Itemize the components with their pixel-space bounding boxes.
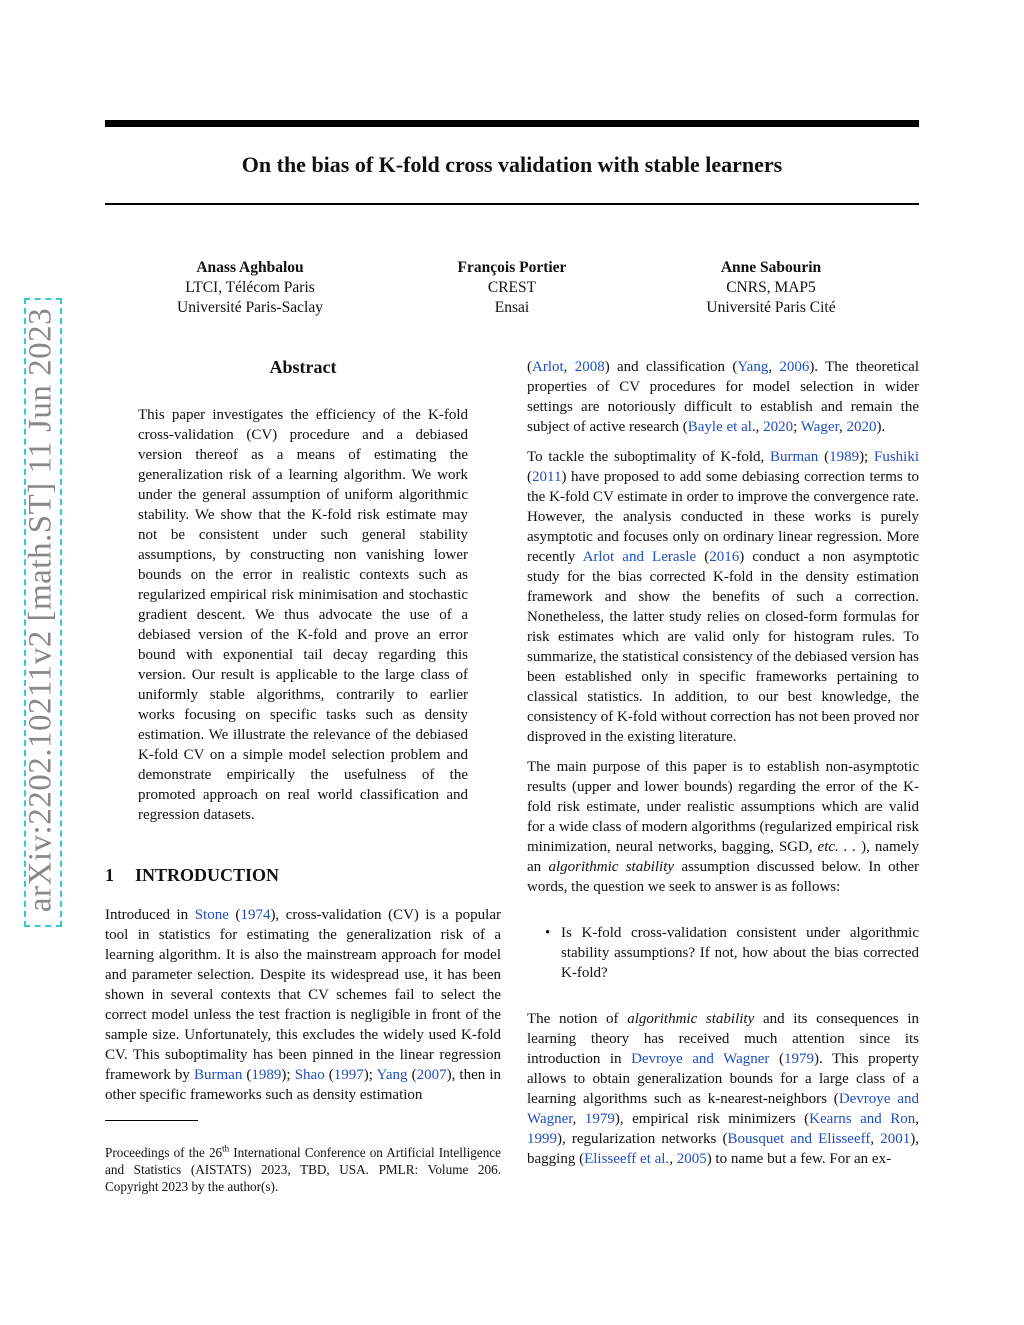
author-name: Anass Aghbalou: [196, 259, 304, 276]
citation-link[interactable]: Yang: [376, 1067, 408, 1083]
text-span: ,: [838, 419, 847, 435]
abstract-text: This paper investigates the efficiency of the K-fold cross-validation (CV) procedure and a debiased version thereof as a means of estimating the generalization risk of a learning algorithm. We work under the general assumption of uniform algorithmic stability. We show that the K-fold risk estimate may not be consistent under such general stability assumptions, by constructing non vanishing lower bounds on the error in realistic contexts such as regularized empirical risk minimisation and stochastic gradient descent. We thus advocate the use of a debiased version of the K-fold and prove an error bound with exponential tail decay regarding this version. Our result is applicable to the large class of uniformly stable algorithms, contrarily to earlier works focusing on specific tasks such as density estimation. We illustrate the relevance of the debiased K-fold CV on a simple model selection problem and demonstrate empirically the usefulness of the promoted approach on real world classification and regression datasets.: [138, 407, 468, 823]
text-span: (: [407, 1067, 417, 1083]
text-span: ;: [793, 419, 801, 435]
text-span: (: [228, 907, 241, 923]
text-span: ,: [870, 1131, 881, 1147]
citation-link[interactable]: Burman: [769, 449, 819, 465]
text-span: (: [769, 1051, 784, 1067]
text-span: ) have proposed to add some debiasing correction terms to the K-fold CV estimate in order to improve the convergence rate. However, the analysis conducted in these works is purely asymptotic and focuses only on ordinary linear regression. More recently: [527, 469, 919, 565]
citation-link[interactable]: Burman: [194, 1067, 243, 1083]
author-affiliation: Université Paris-Saclay: [177, 299, 323, 316]
author-3: [641, 258, 901, 318]
section-title: INTRODUCTION: [135, 865, 280, 885]
author-block: [105, 258, 919, 328]
citation-link[interactable]: 2007: [416, 1067, 447, 1083]
text-span: ), namely an: [527, 839, 919, 875]
left-column: [105, 350, 501, 1195]
author-name: Anne Sabourin: [720, 259, 822, 276]
text-span: Introduced in: [105, 907, 195, 923]
citation-link[interactable]: 1979: [783, 1051, 814, 1067]
citation-link[interactable]: 1999: [527, 1131, 557, 1147]
citation-link[interactable]: 1997: [333, 1067, 364, 1083]
citation-link[interactable]: Shao: [294, 1067, 325, 1083]
text-span: ) conduct a non asymptotic study for the bias corrected K-fold in the density estimation framework and show the benefits of such a correction. Nonetheless, the latter study relies on closed-form formulas for risk estimates which are valid only for histogram rules. To summarize, the statistical consistency of the debiased version has been established only in specific frameworks pertaining to classical statistics. In addition, to our best knowledge, the consistency of K-fold without correction has not been proved nor disproved in the existing literature.: [527, 549, 919, 745]
citation-link[interactable]: 2020: [846, 419, 877, 435]
text-span: (: [527, 359, 532, 375]
text-span: ,: [768, 359, 780, 375]
text-span: Proceedings of the 26: [105, 1145, 223, 1160]
footnote-rule: [105, 1120, 198, 1121]
citation-link[interactable]: Devroye and Wagner: [631, 1051, 770, 1067]
text-span: (: [818, 449, 830, 465]
citation-link[interactable]: Fushiki: [873, 449, 919, 465]
paragraph: [527, 1009, 919, 1169]
citation-link[interactable]: Bousquet and Elisseeff: [727, 1131, 871, 1147]
text-span: ,: [915, 1111, 919, 1127]
citation-link[interactable]: 2005: [676, 1151, 707, 1167]
author-affiliation: Ensai: [494, 299, 530, 316]
arxiv-stamp: [20, 298, 64, 925]
citation-link[interactable]: Arlot and Lerasle: [582, 549, 697, 565]
text-span: To tackle the suboptimality of K-fold,: [527, 449, 770, 465]
citation-link[interactable]: Kearns and Ron: [809, 1111, 916, 1127]
paragraph: [527, 447, 919, 747]
citation-link[interactable]: 2020: [763, 419, 794, 435]
author-2: [382, 258, 642, 318]
text-span: ), bagging (: [527, 1131, 919, 1167]
author-name: François Portier: [457, 259, 567, 276]
citation-link[interactable]: Wager: [800, 419, 839, 435]
citation-link[interactable]: Bayle et al.: [687, 419, 756, 435]
abstract-heading: Abstract: [269, 357, 337, 377]
text-span: ,: [669, 1151, 677, 1167]
text-span: The notion of: [527, 1011, 628, 1027]
citation-link[interactable]: 2016: [709, 549, 740, 565]
text-span: (: [324, 1067, 334, 1083]
title-rule-bottom: [105, 203, 919, 205]
author-affiliation: Université Paris Cité: [706, 299, 836, 316]
bullet-item: [527, 923, 919, 983]
text-span: ,: [572, 1111, 585, 1127]
section-number: 1: [105, 865, 114, 885]
text-span: and its consequences in learning theory has received much attention since its introduction in: [527, 1011, 919, 1067]
text-span: (: [527, 469, 532, 485]
superscript: th: [222, 1143, 230, 1154]
section-heading: [105, 863, 501, 887]
text-span: ,: [563, 359, 575, 375]
emphasis: algorithmic stability: [627, 1011, 755, 1027]
arxiv-stamp-text: arXiv:2202.10211v2 [math.ST] 11 Jun 2023: [22, 307, 59, 913]
text-span: );: [363, 1067, 377, 1083]
text-span: ) to name but a few. For an ex-: [706, 1151, 892, 1167]
emphasis: etc. . .: [817, 839, 857, 855]
text-span: );: [859, 449, 874, 465]
text-span: International Conference on Artificial Intelligence and Statistics (AISTATS) 2023, TBD, USA. PMLR: Volume 206. Copyright 2023 by the author(s).: [105, 1145, 501, 1194]
text-span: ), regularization networks (: [557, 1131, 728, 1147]
text-span: assumption discussed below. In other words, the question we seek to answer is as follows:: [527, 859, 919, 895]
bullet-text: Is K-fold cross-validation consistent under algorithmic stability assumptions? If not, how about the bias corrected K-fold?: [561, 925, 919, 981]
text-span: ) and classification (: [604, 359, 738, 375]
citation-link[interactable]: Yang: [737, 359, 769, 375]
citation-link[interactable]: 2001: [880, 1131, 911, 1147]
text-span: ), then in other specific frameworks such as density estimation: [105, 1067, 501, 1103]
right-column: [527, 357, 919, 1169]
author-affiliation: CREST: [487, 279, 537, 296]
text-span: ), cross-validation (CV) is a popular tool in statistics for estimating the generalization risk of a learning algorithm. It is also the mainstream approach for model and parameter selection. Despite its widespread use, it has been shown in several contexts that CV schemes fail to select the correct model unless the test fraction is negligible in front of the sample size. Unfortunately, this excludes the widely used K-fold CV. This suboptimality has been pinned in the linear regression framework by: [105, 907, 501, 1083]
text-span: The main purpose of this paper is to establish non-asymptotic results (upper and lower bounds) regarding the error of the K-fold risk estimate, under realistic assumptions which are valid for a wide class of modern algorithms (regularized empirical risk minimization, neural networks, bagging, SGD,: [527, 759, 919, 855]
text-span: ). The theoretical properties of CV procedures for model selection in wider settings are notoriously difficult to establish and remain the subject of active research (: [527, 359, 920, 435]
citation-link[interactable]: 1989: [251, 1067, 282, 1083]
text-span: ,: [755, 419, 764, 435]
citation-link[interactable]: 2008: [574, 359, 605, 375]
author-affiliation: CNRS, MAP5: [726, 279, 816, 296]
emphasis: algorithmic stability: [548, 859, 675, 875]
paragraph: [527, 357, 919, 437]
text-span: ), empirical risk minimizers (: [614, 1111, 810, 1127]
footnote: [105, 1144, 501, 1195]
citation-link[interactable]: Devroye and Wagner: [527, 1091, 919, 1127]
author-affiliation: LTCI, Télécom Paris: [185, 279, 315, 296]
citation-link[interactable]: 1974: [240, 907, 271, 923]
text-span: ).: [876, 419, 886, 435]
text-span: (: [242, 1067, 252, 1083]
paragraph: [527, 757, 919, 897]
intro-paragraph: [105, 905, 501, 1105]
author-1: [120, 258, 380, 318]
title-rule-top: [105, 120, 919, 127]
citation-link[interactable]: Stone: [194, 907, 229, 923]
text-span: ). This property allows to obtain generalization bounds for a large class of a learning algorithms such as k-nearest-neighbors (: [527, 1051, 919, 1107]
citation-link[interactable]: 2011: [532, 469, 562, 485]
citation-link[interactable]: Arlot: [532, 359, 564, 375]
citation-link[interactable]: 1989: [829, 449, 860, 465]
bullet-icon: •: [545, 925, 551, 941]
text-span: (: [696, 549, 710, 565]
citation-link[interactable]: 1979: [584, 1111, 615, 1127]
citation-link[interactable]: Elisseeff et al.: [584, 1151, 670, 1167]
text-span: );: [281, 1067, 295, 1083]
citation-link[interactable]: 2006: [779, 359, 810, 375]
paper-title: On the bias of K-fold cross validation with stable learners: [241, 152, 783, 177]
